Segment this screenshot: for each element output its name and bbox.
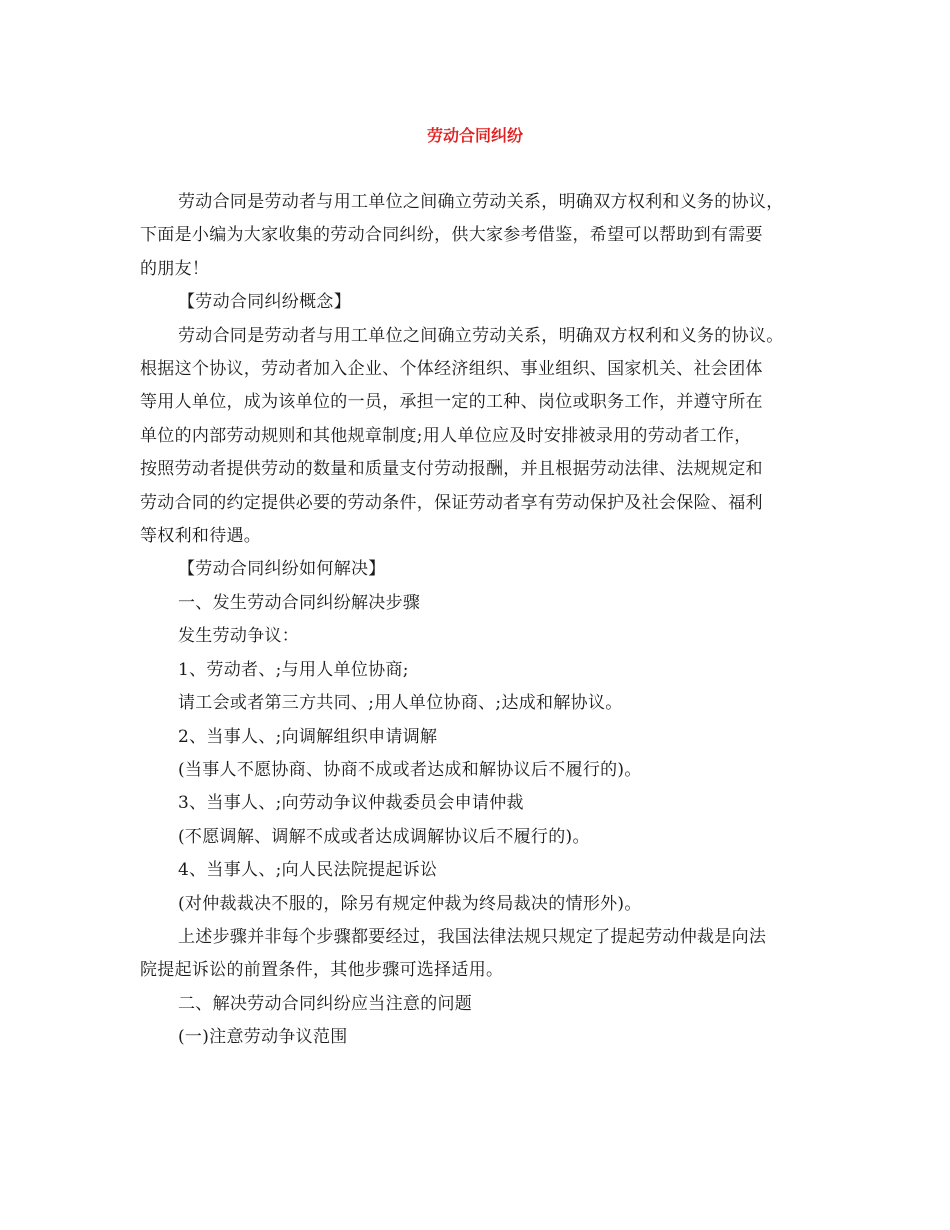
step-2: 2、当事人、;向调解组织申请调解 xyxy=(178,726,438,747)
section-heading-resolve: 【劳动合同纠纷如何解决】 xyxy=(178,559,386,580)
step-2-detail: (当事人不愿协商、协商不成或者达成和解协议后不履行的)。 xyxy=(178,759,642,780)
concept-line-6: 劳动合同的约定提供必要的劳动条件，保证劳动者享有劳动保护及社会保险、福利 xyxy=(140,492,763,513)
intro-line-2: 下面是小编为大家收集的劳动合同纠纷，供大家参考借鉴，希望可以帮助到有需要 xyxy=(140,225,763,246)
issue-1-heading: (一)注意劳动争议范围 xyxy=(178,1027,348,1048)
step-3-detail: (不愿调解、调解不成或者达成调解协议后不履行的)。 xyxy=(178,826,590,847)
step-1-detail: 请工会或者第三方共同、;用人单位协商、;达成和解协议。 xyxy=(178,693,623,714)
step-4-detail: (对仲裁裁决不服的，除另有规定仲裁为终局裁决的情形外)。 xyxy=(178,893,642,914)
intro-line-1: 劳动合同是劳动者与用工单位之间确立劳动关系，明确双方权利和义务的协议， xyxy=(178,192,784,212)
concept-line-2: 根据这个协议，劳动者加入企业、个体经济组织、事业组织、国家机关、社会团体 xyxy=(140,359,763,380)
concept-line-3: 等用人单位，成为该单位的一员，承担一定的工种、岗位或职务工作，并遵守所在 xyxy=(140,392,763,413)
concept-line-7: 等权利和待遇。 xyxy=(140,526,262,547)
subheading-steps: 一、发生劳动合同纠纷解决步骤 xyxy=(178,592,421,613)
concept-line-4: 单位的内部劳动规则和其他规章制度;用人单位应及时安排被录用的劳动者工作， xyxy=(140,425,752,446)
document-title: 劳动合同纠纷 xyxy=(426,126,523,145)
concept-line-5: 按照劳动者提供劳动的数量和质量支付劳动报酬，并且根据劳动法律、法规规定和 xyxy=(140,459,763,480)
document-body xyxy=(140,186,830,1055)
summary-line-1: 上述步骤并非每个步骤都要经过，我国法律法规只规定了提起劳动仲裁是向法 xyxy=(178,926,767,947)
step-1: 1、劳动者、;与用人单位协商; xyxy=(178,659,409,680)
section-heading-concept: 【劳动合同纠纷概念】 xyxy=(178,292,351,313)
step-4: 4、当事人、;向人民法院提起诉讼 xyxy=(178,860,438,881)
summary-line-2: 院提起诉讼的前置条件，其他步骤可选择适用。 xyxy=(140,960,504,981)
dispute-intro: 发生劳动争议： xyxy=(178,626,300,647)
intro-line-3: 的朋友！ xyxy=(140,258,210,279)
concept-line-1: 劳动合同是劳动者与用工单位之间确立劳动关系，明确双方权利和义务的协议。 xyxy=(178,325,784,346)
subheading-issues: 二、解决劳动合同纠纷应当注意的问题 xyxy=(178,993,473,1014)
step-3: 3、当事人、;向劳动争议仲裁委员会申请仲裁 xyxy=(178,793,524,814)
